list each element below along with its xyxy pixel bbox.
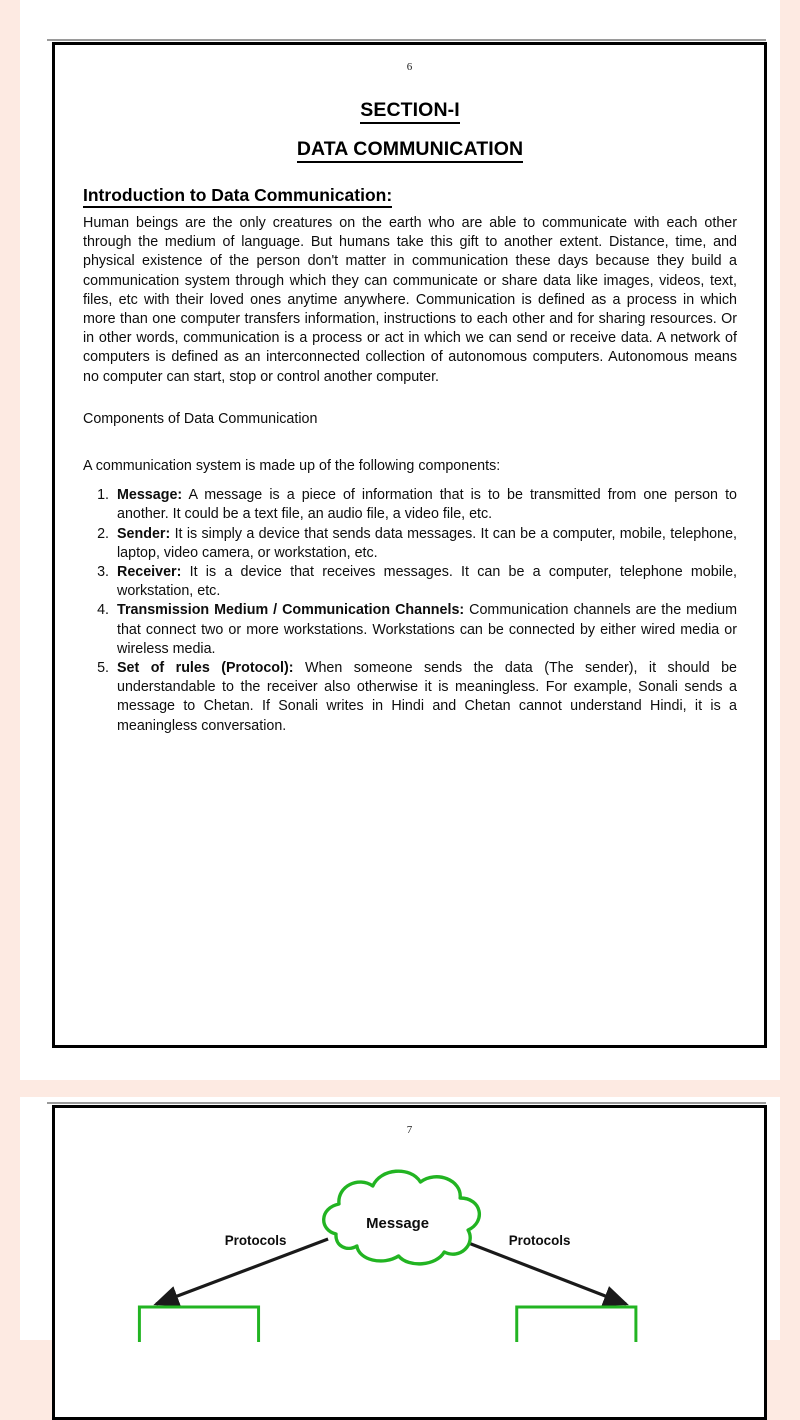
page-stack <box>20 0 780 1340</box>
page-1-content <box>55 99 764 736</box>
document-page-1 <box>20 0 780 1080</box>
document-title <box>83 138 737 161</box>
list-item-text: It is a device that receives messages. It can be a computer, telephone mobile, workstation, etc. <box>117 564 737 600</box>
right-protocol-label: Protocols <box>508 1232 571 1249</box>
section-title-text: SECTION-I <box>360 99 460 124</box>
intro-paragraph: Human beings are the only creatures on the earth who are able to communicate with each other through the medium of language. But humans take this gift to another extent. Distance, time, and physical existence of the person don't matter in communication these days because they build a communication system through which they can communicate or share data like images, videos, text, files, etc with their loved ones anytime anywhere. Communication is defined as a process in which more than one computer transfers information, instructions to each other and for sharing resources. Or in other words, communication is a process or act in which we can send or receive data. A network of computers is defined as an interconnected collection of autonomous computers. Autonomous means no computer can start, stop or control another computer. <box>83 215 737 385</box>
document-page-2 <box>20 1097 780 1340</box>
list-item <box>113 659 737 736</box>
components-list <box>83 486 737 736</box>
section-title <box>83 99 737 122</box>
subsection-heading <box>83 185 737 206</box>
page-number: 7 <box>406 1124 413 1136</box>
receiver-device-box <box>517 1307 636 1342</box>
components-lead-in: A communication system is made up of the following components: <box>83 458 501 475</box>
list-item-term: Sender: <box>117 525 171 542</box>
document-title-text: DATA COMMUNICATION <box>297 138 523 163</box>
page-1-scan-frame <box>52 42 767 1048</box>
page-1-sheet <box>55 45 764 1045</box>
page-number: 6 <box>406 61 413 73</box>
page-2-sheet <box>55 1108 764 1417</box>
communication-diagram-svg <box>55 1142 764 1342</box>
left-protocol-label: Protocols <box>224 1232 287 1249</box>
list-item <box>113 563 737 601</box>
list-item-term: Receiver: <box>117 564 182 581</box>
list-item-text: A message is a piece of information that is to be transmitted from one person to another. It could be a text file, an audio file, a video file, etc. <box>117 487 737 523</box>
list-item-term: Message: <box>117 487 183 504</box>
sender-device-box <box>139 1307 258 1342</box>
page-separator <box>20 1080 780 1097</box>
list-item-text: When someone sends the data (The sender), it should be understandable to the receiver also otherwise it is meaningless. For example, Sonali sends a message to Chetan. If Sonali writes in Hindi and Chetan cannot understand Hindi, it is a meaningless conversation. <box>117 660 737 734</box>
components-heading: Components of Data Communication <box>83 410 318 427</box>
cloud-label: Message <box>366 1214 430 1233</box>
list-item-text: Communication channels are the medium that connect two or more workstations. Workstations can be connected by either wired media or wireless media. <box>117 602 737 657</box>
left-protocol-arrow <box>156 1239 328 1304</box>
right-protocol-arrow <box>458 1239 626 1304</box>
list-item <box>113 486 737 524</box>
page-2-scan-frame <box>52 1105 767 1420</box>
communication-diagram <box>55 1142 764 1342</box>
list-item-term: Transmission Medium / Communication Channels: <box>117 602 465 619</box>
list-item-term: Set of rules (Protocol): <box>117 660 294 677</box>
list-item <box>113 525 737 563</box>
list-item-text: It is simply a device that sends data messages. It can be a computer, mobile, telephone, laptop, video camera, or workstation, etc. <box>117 525 737 561</box>
list-item <box>113 601 737 659</box>
subsection-heading-text: Introduction to Data Communication: <box>83 185 392 208</box>
